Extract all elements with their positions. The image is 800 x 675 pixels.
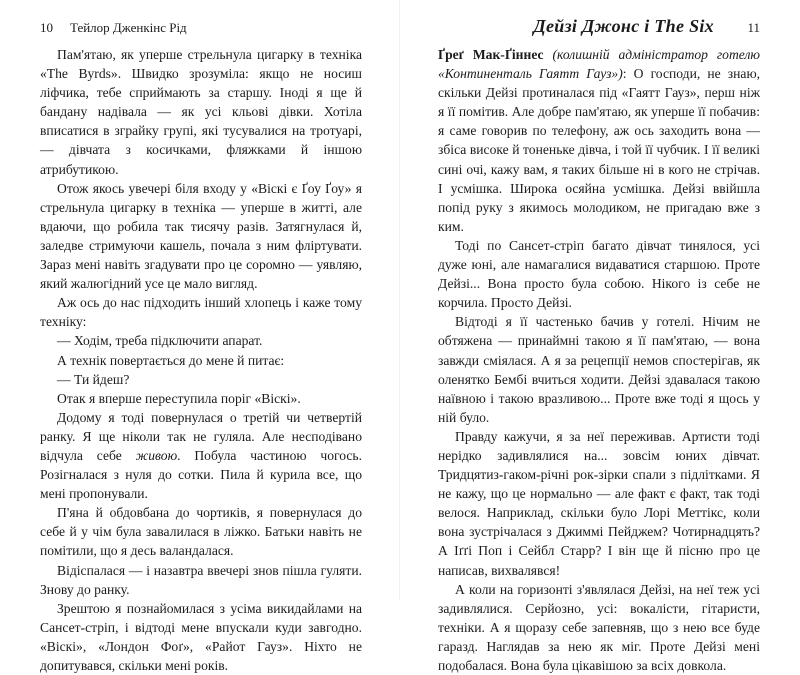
left-page	[0, 0, 400, 673]
right-running-head: Дейзі Джонс і The Six	[533, 16, 714, 36]
emphasis: живою	[135, 447, 178, 463]
dialogue-line: — Ходім, треба підключити апарат.	[57, 333, 263, 349]
left-running-head: Тейлор Дженкінс Рід	[70, 20, 187, 35]
speaker-role: (колишній адміністратор готелю «Континенталь Гаятт Гауз»)	[438, 47, 760, 82]
left-page-number: 10	[40, 20, 53, 35]
dialogue-line: — Ти йдеш?	[57, 371, 130, 387]
right-page-number: 11	[747, 20, 760, 35]
speaker-name: Ґреґ Мак-Ґіннес	[438, 47, 544, 62]
paragraph: А коли на горизонті з'являлася Дейзі, на неї теж усі задивлялися. Серйозно, усі: вокалісти, гітаристи, техніки. А я щоразу себе запевняв, що з нею все буде гаразд. Наглядав за нею як міг. Проте Дейзі мені подобалася. Вона була цікавішою за всіх довкола.	[438, 581, 760, 673]
paragraph: Отож якось увечері біля входу у «Віскі є Ґоу Ґоу» я стрельнула цигарку в техніка — уперше в житті, але вдаючи, що робила так тисячу разів. Затягнулася й, заледве стримуючи кашель, почала з ним фліртувати. Зараз мені навіть згадувати про це соромно — уявляю, який жалюгідний усе це мало вигляд.	[40, 180, 362, 292]
paragraph	[40, 408, 362, 503]
paragraph: Отак я вперше переступила поріг «Віскі».	[57, 390, 301, 406]
text-run: Додому я тоді повернулася о третій чи четвертій ранку. Я ще ніколи так не гуляла. Але несподівано відчула себе	[40, 409, 362, 463]
paragraph: Відтоді я її частенько бачив у готелі. Нічим не обтяжена — принаймні такою я її пам'ятаю, — вона завжди сміялася. А я за рецепції немов спостерігав, як оленятко Бембі вчиться ходити. Дейзі здавалася такою наївною і такою вразливою... Проте вже тоді я щось у ній було.	[438, 314, 760, 425]
right-page-header	[440, 17, 760, 39]
paragraph: Аж ось до нас підходить інший хлопець і каже тому техніку:	[40, 295, 362, 330]
text-run: . Побула частиною чогось. Розігналася з нуля до сотки. Пила й курила все, що мені пропонували.	[40, 447, 363, 502]
text-run: : О господи, не знаю, скільки Дейзі протиналася під «Гаятт Гауз», перш ніж я її помітив. Але добре пам'ятаю, як уперше її побачив: я саме говорив по телефону, аж ось заходить вона — збіса високе й тоненьке дівча, і той її чубчик. І її великі сині очі, кажу вам, я таких більше ні в кого не стрічав. І усмішка. Широка осяйна усмішка. Дейзі ввійшла попід руку з якимось молодиком, не пригадаю вже з ким.	[438, 66, 761, 234]
paragraph: П'яна й обдовбана до чортиків, я повернулася до себе й у чім була завалилася в ліжко. Батьки навіть не помітили, що я десь валандалася.	[40, 505, 362, 559]
paragraph: Зрештою я познайомилася з усіма викидайлами на Сансет-стріп, і відтоді мене впускали куди завгодно. «Віскі», «Лондон Фоґ», «Райот Гауз». Ніхто не допитувався, скільки мені років.	[40, 600, 362, 673]
paragraph: Правду кажучи, я за неї переживав. Артисти тоді нерідко задивлялися на... зовсім юних дівчат. Тридцятиз-гаком-річні рок-зірки спали з підлітками. Я не кажу, що це нормально — але факт є факт, так тоді велося. Наприклад, скільки було Лорі Меттікс, коли вона зустрічалася з Джиммі Пейджем? Чотирнадцять? А Іґґі Поп і Сейбл Старр? І він ще й пісню про це написав, вихвалявся!	[438, 428, 760, 578]
interview-paragraph	[438, 45, 760, 236]
paragraph: А технік повертається до мене й питає:	[57, 352, 285, 368]
right-page-text	[438, 45, 760, 675]
paragraph: Тоді по Сансет-стріп багато дівчат тинялося, усі дуже юні, але намагалися видаватися старшою. Проте Дейзі... Вона просто була собою. Нікого із себе не корчила. Просто Дейзі.	[438, 237, 760, 311]
paragraph: Пам'ятаю, як уперше стрельнула цигарку в техніка «The Byrds». Швидко зрозуміла: якщо не носиш ліфчика, тебе сприймають за старшу. Іноді я ще й бандану надівала — як усі кльові дівки. Хотіла вписатися в зграйку групі, які тусувалися на тротуарі, — дівчата з косичками, фляжками й іншою атрибутикою.	[40, 47, 362, 177]
paragraph: Відіспалася — і назавтра ввечері знов пішла гуляти. Знову до ранку.	[40, 562, 362, 597]
left-page-text	[40, 45, 362, 675]
left-page-header	[40, 17, 360, 39]
